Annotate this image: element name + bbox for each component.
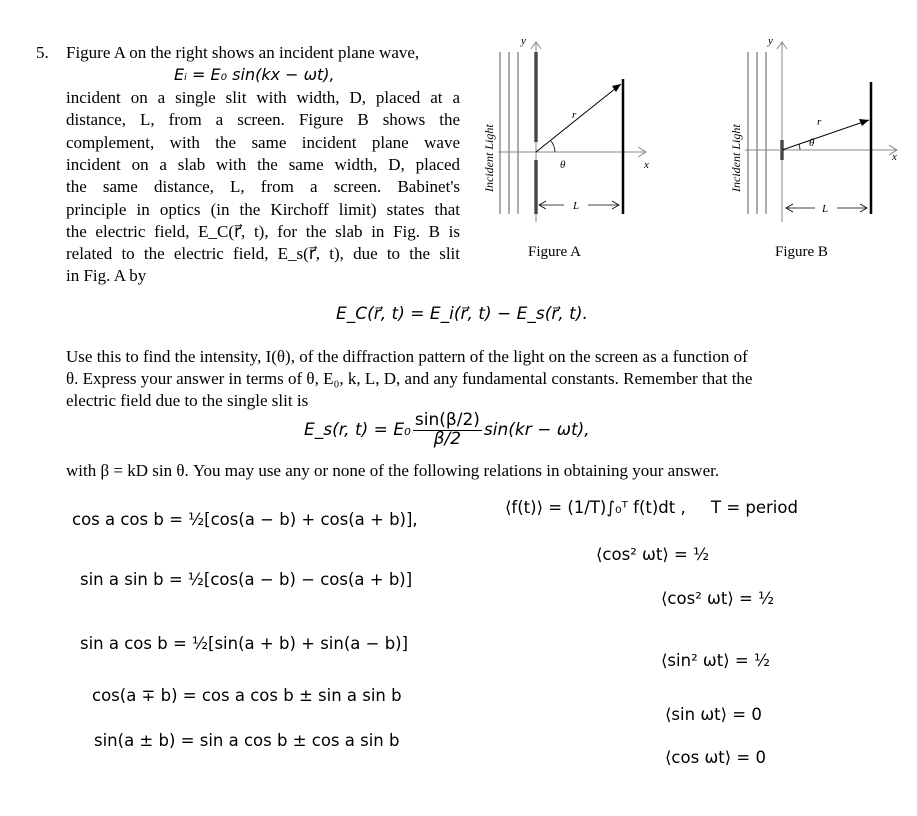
figure-a-theta-label: θ xyxy=(560,159,566,171)
relation-sin-sum: sin(a ± b) = sin a cos b ± cos a sin b xyxy=(94,731,400,750)
slit-field-numerator: sin(β/2) xyxy=(414,410,480,430)
para-line-8: principle in optics (in the Kirchoff limit) states that xyxy=(66,200,460,219)
figure-b-theta-label: θ xyxy=(809,137,815,149)
figure-b-incident-label: Incident Light xyxy=(729,124,743,192)
figure-a-x-label: x xyxy=(644,159,649,171)
figure-a-theta-arc xyxy=(551,141,555,152)
para-line-6: incident on a slab with the same width, D, placed xyxy=(66,155,460,174)
figure-a-L-label: L xyxy=(573,200,580,212)
figure-a-incident-label: Incident Light xyxy=(482,124,496,192)
relation-time-average: ⟨f(t)⟩ = (1/T)∫₀ᵀ f(t)dt , xyxy=(505,498,686,517)
figure-b-y-label: y xyxy=(768,35,773,47)
relation-period: T = period xyxy=(711,498,798,517)
beta-line: with β = kD sin θ. You may use any or none of the following relations in obtaining your answer. xyxy=(66,461,720,480)
figure-b-r-label: r xyxy=(817,116,822,128)
figure-b-caption: Figure B xyxy=(775,244,828,260)
figure-b-theta-arc xyxy=(799,144,800,150)
para-line-9: the electric field, E_C(r⃗, t), for the slab in Fig. B is xyxy=(66,222,460,241)
instructions-line-2: θ. Express your answer in terms of θ, E₀, k, L, D, and any fundamental constants. Remember that the xyxy=(66,369,753,388)
instructions-line-1: Use this to find the intensity, I(θ), of the diffraction pattern of the light on the screen as a function of xyxy=(66,347,748,366)
para-line-5: complement, with the same incident plane wave xyxy=(66,133,460,152)
slit-field-lhs: E_s(r, t) = E₀ xyxy=(304,420,411,441)
figure-b-r-ray xyxy=(782,120,869,150)
figure-a-r-label: r xyxy=(572,109,577,121)
figure-b-x-label: x xyxy=(892,151,897,163)
figure-a xyxy=(478,32,668,267)
instructions-line-3: electric field due to the single slit is xyxy=(66,391,309,410)
relation-cos-cos: cos a cos b = ½[cos(a − b) + cos(a + b)], xyxy=(72,510,418,529)
slit-field-fraction xyxy=(413,412,482,449)
slit-field-denominator: β/2 xyxy=(433,428,462,449)
slit-field-equation xyxy=(304,412,590,449)
relation-cos2-first: ⟨cos² ωt⟩ = ½ xyxy=(596,545,710,564)
figure-b-L-label: L xyxy=(822,203,829,215)
relation-sin-sin: sin a sin b = ½[cos(a − b) − cos(a + b)] xyxy=(80,570,413,589)
relation-cos-average: ⟨cos ωt⟩ = 0 xyxy=(665,748,766,767)
problem-number: 5. xyxy=(36,43,49,62)
figure-a-caption: Figure A xyxy=(528,244,581,260)
para-line-11: in Fig. A by xyxy=(66,266,147,285)
relation-cos-sum: cos(a ∓ b) = cos a cos b ± sin a sin b xyxy=(92,686,402,705)
figure-a-r-ray xyxy=(536,84,621,152)
slit-field-rhs: sin(kr − ωt), xyxy=(483,420,590,441)
para-line-10: related to the electric field, E_s(r⃗, t), due to the slit xyxy=(66,244,460,263)
relation-sin-cos: sin a cos b = ½[sin(a + b) + sin(a − b)] xyxy=(80,634,409,653)
para-line-3: incident on a single slit with width, D, placed at a xyxy=(66,88,460,107)
babinet-equation: E_C(r⃗, t) = E_i(r⃗, t) − E_s(r⃗, t). xyxy=(336,304,588,324)
relation-sin-average: ⟨sin ωt⟩ = 0 xyxy=(665,705,762,724)
figure-b xyxy=(725,32,915,267)
para-line-4: distance, L, from a screen. Figure B shows the xyxy=(66,110,460,129)
relation-sin2: ⟨sin² ωt⟩ = ½ xyxy=(661,651,770,670)
problem-paragraph xyxy=(66,42,460,292)
relation-cos2-second: ⟨cos² ωt⟩ = ½ xyxy=(661,589,775,608)
para-line-1: Figure A on the right shows an incident plane wave, xyxy=(66,43,420,62)
figure-a-y-label: y xyxy=(521,35,526,47)
para-line-7: the same distance, L, from a screen. Babinet's xyxy=(66,177,460,196)
incident-wave-equation: Eᵢ = E₀ sin(kx − ωt), xyxy=(174,65,335,84)
